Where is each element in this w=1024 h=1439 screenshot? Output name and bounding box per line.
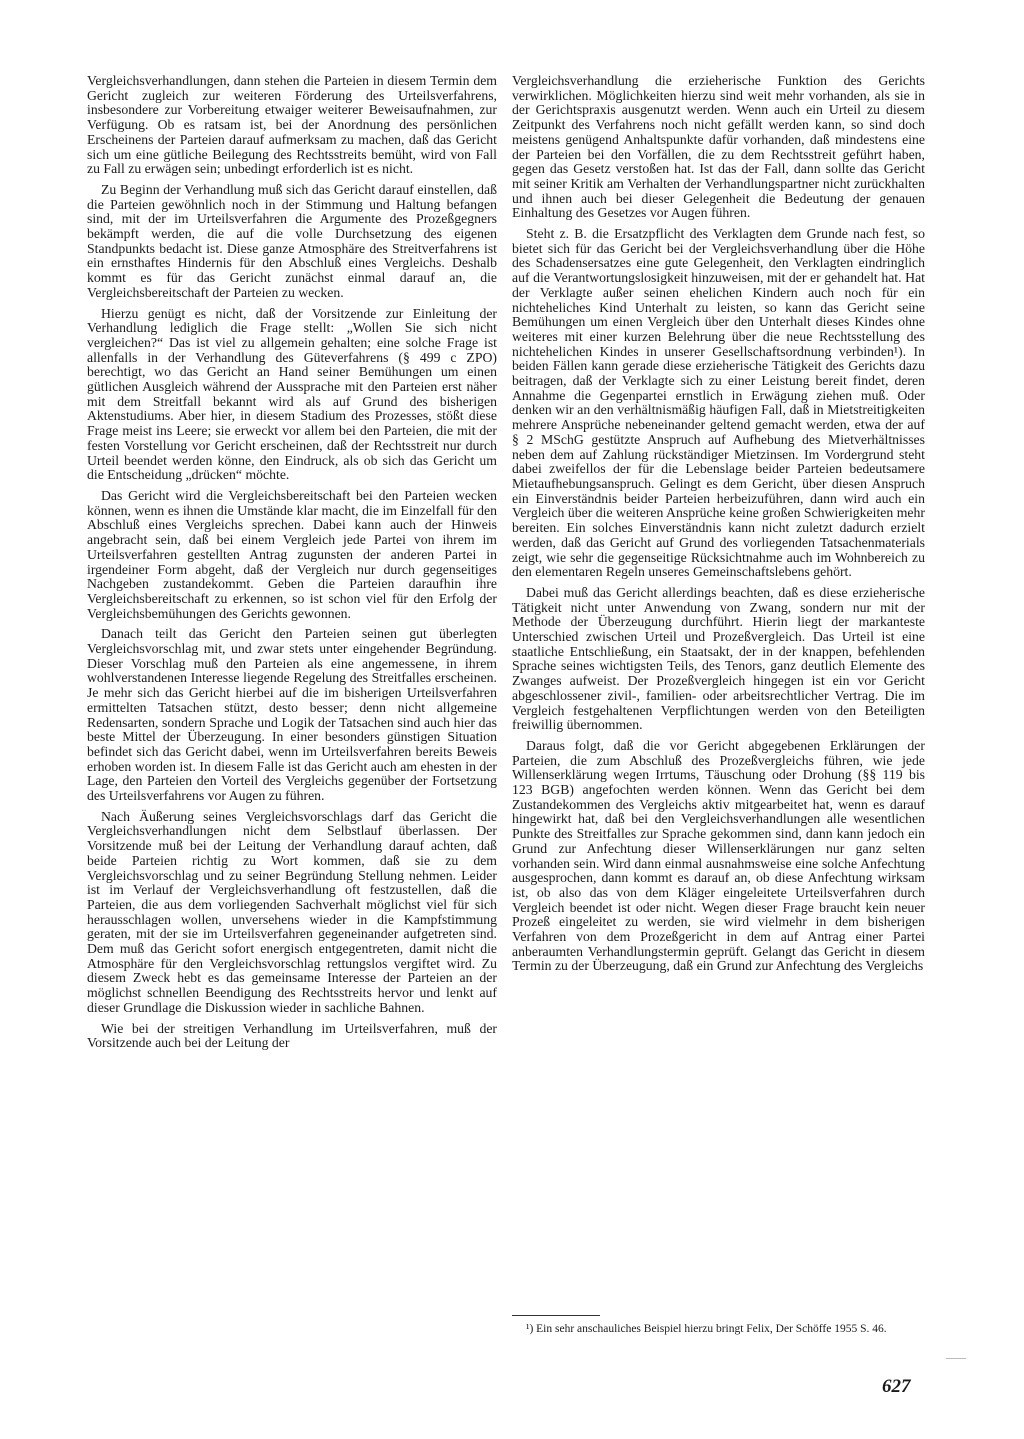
paragraph: Danach teilt das Gericht den Parteien seinen gut überlegten Vergleichsvorschlag mit, und zwar stets unter eingehender Begründung. Dieser Vorschlag muß den Parteien als eine angemessene, in ihrem wohlverstandenen Interesse liegende Regelung des Streitfalles erscheinen. Je mehr sich das Gericht hierbei auf die im bisherigen Urteilsverfahren ermittelten Tatsachen stützt, desto besser; denn nicht allgemeine Redensarten, sondern Sprache und Logik der Tatsachen sind auch hier das beste Mittel der Überzeugung. In einer besonders günstigen Situation befindet sich das Gericht dabei, wenn im Urteilsverfahren bereits Beweis erhoben worden ist. In diesem Falle ist das Gericht auch am ehesten in der Lage, den Parteien den Vorteil des Vergleichs gegenüber der Fortsetzung des Urteilsverfahrens vor Augen zu führen. [87,626,497,804]
page-number: 627 [882,1376,911,1397]
paragraph: Daraus folgt, daß die vor Gericht abgegebenen Erklärungen der Parteien, die zum Abschluß des Prozeßvergleichs führen, wie jede Willenserklärung wegen Irrtums, Täuschung oder Drohung (§§ 119 bis 123 BGB) angefochten werden können. Wenn das Gericht bei dem Zustandekommen des Vergleichs aktiv mitgearbeitet hat, wenn es darauf hingewirkt hat, daß bei den Vergleichsverhandlungen alle wesentlichen Punkte des Streitfalles zur Sprache gekommen sind, dann kann jedoch ein Grund zur Anfechtung dieser Willenserklärungen nur ganz selten vorhanden sein. Wird dann einmal ausnahmsweise eine solche Anfechtung ausgesprochen, dann kommt es darauf an, ob diese Anfechtung wirksam ist, ob also das von dem Kläger eingeleitete Urteilsverfahren durch Vergleich beendet ist oder nicht. Wegen dieser Frage braucht kein neuer Prozeß eingeleitet zu werden, sie wird vielmehr in dem bisherigen Verfahren von dem Prozeßgericht in dem auf Antrag einer Partei anberaumten Verhandlungstermin geprüft. Gelangt das Gericht in diesem Termin zu der Überzeugung, daß ein Grund zur Anfechtung des Vergleichs [512,737,925,974]
paragraph: Das Gericht wird die Vergleichsbereitschaft bei den Parteien wecken können, wenn es ihnen die Umstände klar macht, die im Einzelfall für den Abschluß eines Vergleichs sprechen. Dabei kann auch der Hinweis angebracht sein, daß bei einem Vergleich jede Partei von ihrem im Urteilsverfahren gestellten Antrag zugunsten der anderen Partei in irgendeiner Form abgeht, daß der Vergleich nur durch gegenseitiges Nachgeben zustandekommt. Geben die Parteien daraufhin ihre Vergleichsbereitschaft zu erkennen, so ist schon viel für den Erfolg der Vergleichsbemühungen des Gerichts gewonnen. [87,487,497,621]
paragraph: Vergleichsverhandlung die erzieherische Funktion des Gerichts verwirklichen. Möglichkeiten hierzu sind weit mehr vorhanden, als sie in der Gerichtspraxis ausgenutzt werden. Wenn auch ein Urteil zu diesem Zeitpunkt des Verfahrens noch nicht gefällt werden kann, so sind doch meistens genügend Anhaltspunkte dafür vorhanden, daß mindestens eine der Parteien bei den Vorfällen, die zu dem Rechtsstreit geführt haben, gegen das Gesetz verstoßen hat. Ist das der Fall, dann sollte das Gericht mit seiner Kritik am Verhalten der Verhandlungspartner nicht zurückhalten und ihnen auch bei dieser Gelegenheit die Bedeutung der genauen Einhaltung des Gesetzes vor Augen führen. [512,73,925,221]
paragraph: Hierzu genügt es nicht, daß der Vorsitzende zur Einleitung der Verhandlung lediglich die Frage stellt: „Wollen Sie sich nicht vergleichen?“ Das ist viel zu allgemein gehalten; eine solche Frage ist allenfalls in der Verhandlung des Güteverfahrens (§ 499 c ZPO) berechtigt, wo das Gericht an Hand seiner Bemühungen um einen gütlichen Ausgleich während der Aussprache mit den Parteien erst näher mit dem Streitfall bekannt wird als auf Grund des bisherigen Aktenstudiums. Aber hier, in diesem Stadium des Prozesses, stößt diese Frage meist ins Leere; sie erweckt vor allem bei den Parteien, die mit der festen Vorstellung vor Gericht erscheinen, daß der Rechtsstreit nur durch Urteil beendet werden könne, den Eindruck, als ob sich das Gericht um die Entscheidung „drücken“ möchte. [87,305,497,483]
paragraph: Vergleichsverhandlungen, dann stehen die Parteien in diesem Termin dem Gericht zugleich zur weiteren Förderung des Urteilsverfahrens, insbesondere zur Vorbereitung etwaiger weiterer Beweisaufnahmen, zur Verfügung. Ob es ratsam ist, bei der Anordnung des persönlichen Erscheinens der Parteien darauf aufmerksam zu machen, daß das Gericht sich um eine gütliche Beilegung des Rechtsstreits bemüht, wird von Fall zu Fall zu erwägen sein; unbedingt erforderlich ist es nicht. [87,73,497,177]
paragraph: Nach Äußerung seines Vergleichsvorschlags darf das Gericht die Vergleichsverhandlungen nicht dem Selbstlauf überlassen. Der Vorsitzende muß bei der Leitung der Verhandlung darauf achten, daß beide Parteien richtig zu Wort kommen, daß sie zu dem Vergleichsvorschlag und zu seiner Begründung Stellung nehmen. Leider ist im Verlauf der Vergleichsverhandlung oft festzustellen, daß die Parteien, die aus dem vorliegenden Sachverhalt möglichst viel für sich herausschlagen wollen, unversehens wieder in die Kampfstimmung geraten, mit der sie im Urteilsverfahren gegeneinander aufgetreten sind. Dem muß das Gericht sofort energisch entgegentreten, damit nicht die Atmosphäre für den Vergleichsvorschlag rettungslos vergiftet wird. Zu diesem Zweck hebt es das gemeinsame Interesse der Parteien an der möglichst schnellen Beendigung des Rechtsstreits hervor und lenkt auf dieser Grundlage die Diskussion wieder in sachliche Bahnen. [87,808,497,1015]
right-column [512,74,925,980]
left-column [87,74,497,1057]
paragraph: Zu Beginn der Verhandlung muß sich das Gericht darauf einstellen, daß die Parteien gewöhnlich noch in der Stimmung und Haltung befangen sind, mit der im Urteilsverfahren die Argumente des Prozeßgegners bekämpft werden, die auf die volle Durchsetzung des eigenen Standpunkts bedacht ist. Diese ganze Atmosphäre des Streitverfahrens ist ein ernsthaftes Hindernis für den Abschluß eines Vergleichs. Deshalb kommt es für das Gericht zunächst einmal darauf an, die Vergleichsbereitschaft der Parteien zu wecken. [87,181,497,300]
paragraph: Steht z. B. die Ersatzpflicht des Verklagten dem Grunde nach fest, so bietet sich für das Gericht bei der Vergleichsverhandlung über die Höhe des Schadensersatzes eine gute Gelegenheit, den Verklagten eindringlich auf die Verantwortungslosigkeit hinzuweisen, mit der er gehandelt hat. Hat der Verklagte außer seinen ehelichen Kindern auch noch für ein nichteheliches Kind Unterhalt zu leisten, so kann das Gericht seine Bemühungen um einen Vergleich über den Unterhalt dieses Kindes ohne weiteres mit einer kurzen Belehrung über die neue Rechtsstellung des nichtehelichen Kindes in unserer Gesellschaftsordnung verbinden¹). In beiden Fällen kann gerade diese erzieherische Tätigkeit des Gerichts dazu beitragen, daß der Verklagte sich zu einer Leistung bereit findet, deren Annahme die Gegenpartei ernstlich in Erwägung ziehen muß. Oder denken wir an den verhältnismäßig häufigen Fall, daß in Mietstreitigkeiten mehrere Ansprüche nebeneinander geltend gemacht werden, etwa der auf § 2 MSchG gestützte Anspruch auf Aufhebung des Mietverhältnisses neben dem auf Zahlung rückständiger Mietzinsen. Im Vordergrund steht dabei zweifellos der für die Lebenslage beider Parteien bedeutsamere Mietaufhebungsanspruch. Gelingt es dem Gericht, über diesen Anspruch ein Einverständnis beider Parteien herbeizuführen, dann wird auch ein Vergleich über die weiteren Ansprüche keine großen Schwierigkeiten mehr bereiten. Ein solches Einverständnis kann nicht zuletzt dadurch erzielt werden, daß das Gericht auf Grund des vorliegenden Tatsachenmaterials zeigt, wie sehr die gegenseitige Rücksichtnahme auch im Wohnbereich zu den elementaren Regeln unseres Gemeinschaftslebens gehört. [512,226,925,580]
paragraph: Wie bei der streitigen Verhandlung im Urteilsverfahren, muß der Vorsitzende auch bei der Leitung der [87,1020,497,1051]
page-mark [946,1358,966,1359]
footnote: ¹) Ein sehr anschauliches Beispiel hierzu bringt Felix, Der Schöffe 1955 S. 46. [526,1323,887,1335]
paragraph: Dabei muß das Gericht allerdings beachten, daß es diese erzieherische Tätigkeit nicht unter Anwendung von Zwang, sondern nur mit der Methode der Überzeugung durchführt. Hierin liegt der markanteste Unterschied zwischen Urteil und Prozeßvergleich. Das Urteil ist eine staatliche Entschließung, ein Staatsakt, der in der knappen, befehlenden Sprache seines wichtigsten Teils, des Tenors, ganz deutlich Elemente des Zwanges aufweist. Der Prozeßvergleich hingegen ist ein vor Gericht abgeschlossener zivil-, familien- oder arbeitsrechtlicher Vertrag. Die im Vergleich festgehaltenen Verpflichtungen werden von den Beteiligten freiwillig übernommen. [512,584,925,733]
footnote-divider [512,1315,600,1316]
